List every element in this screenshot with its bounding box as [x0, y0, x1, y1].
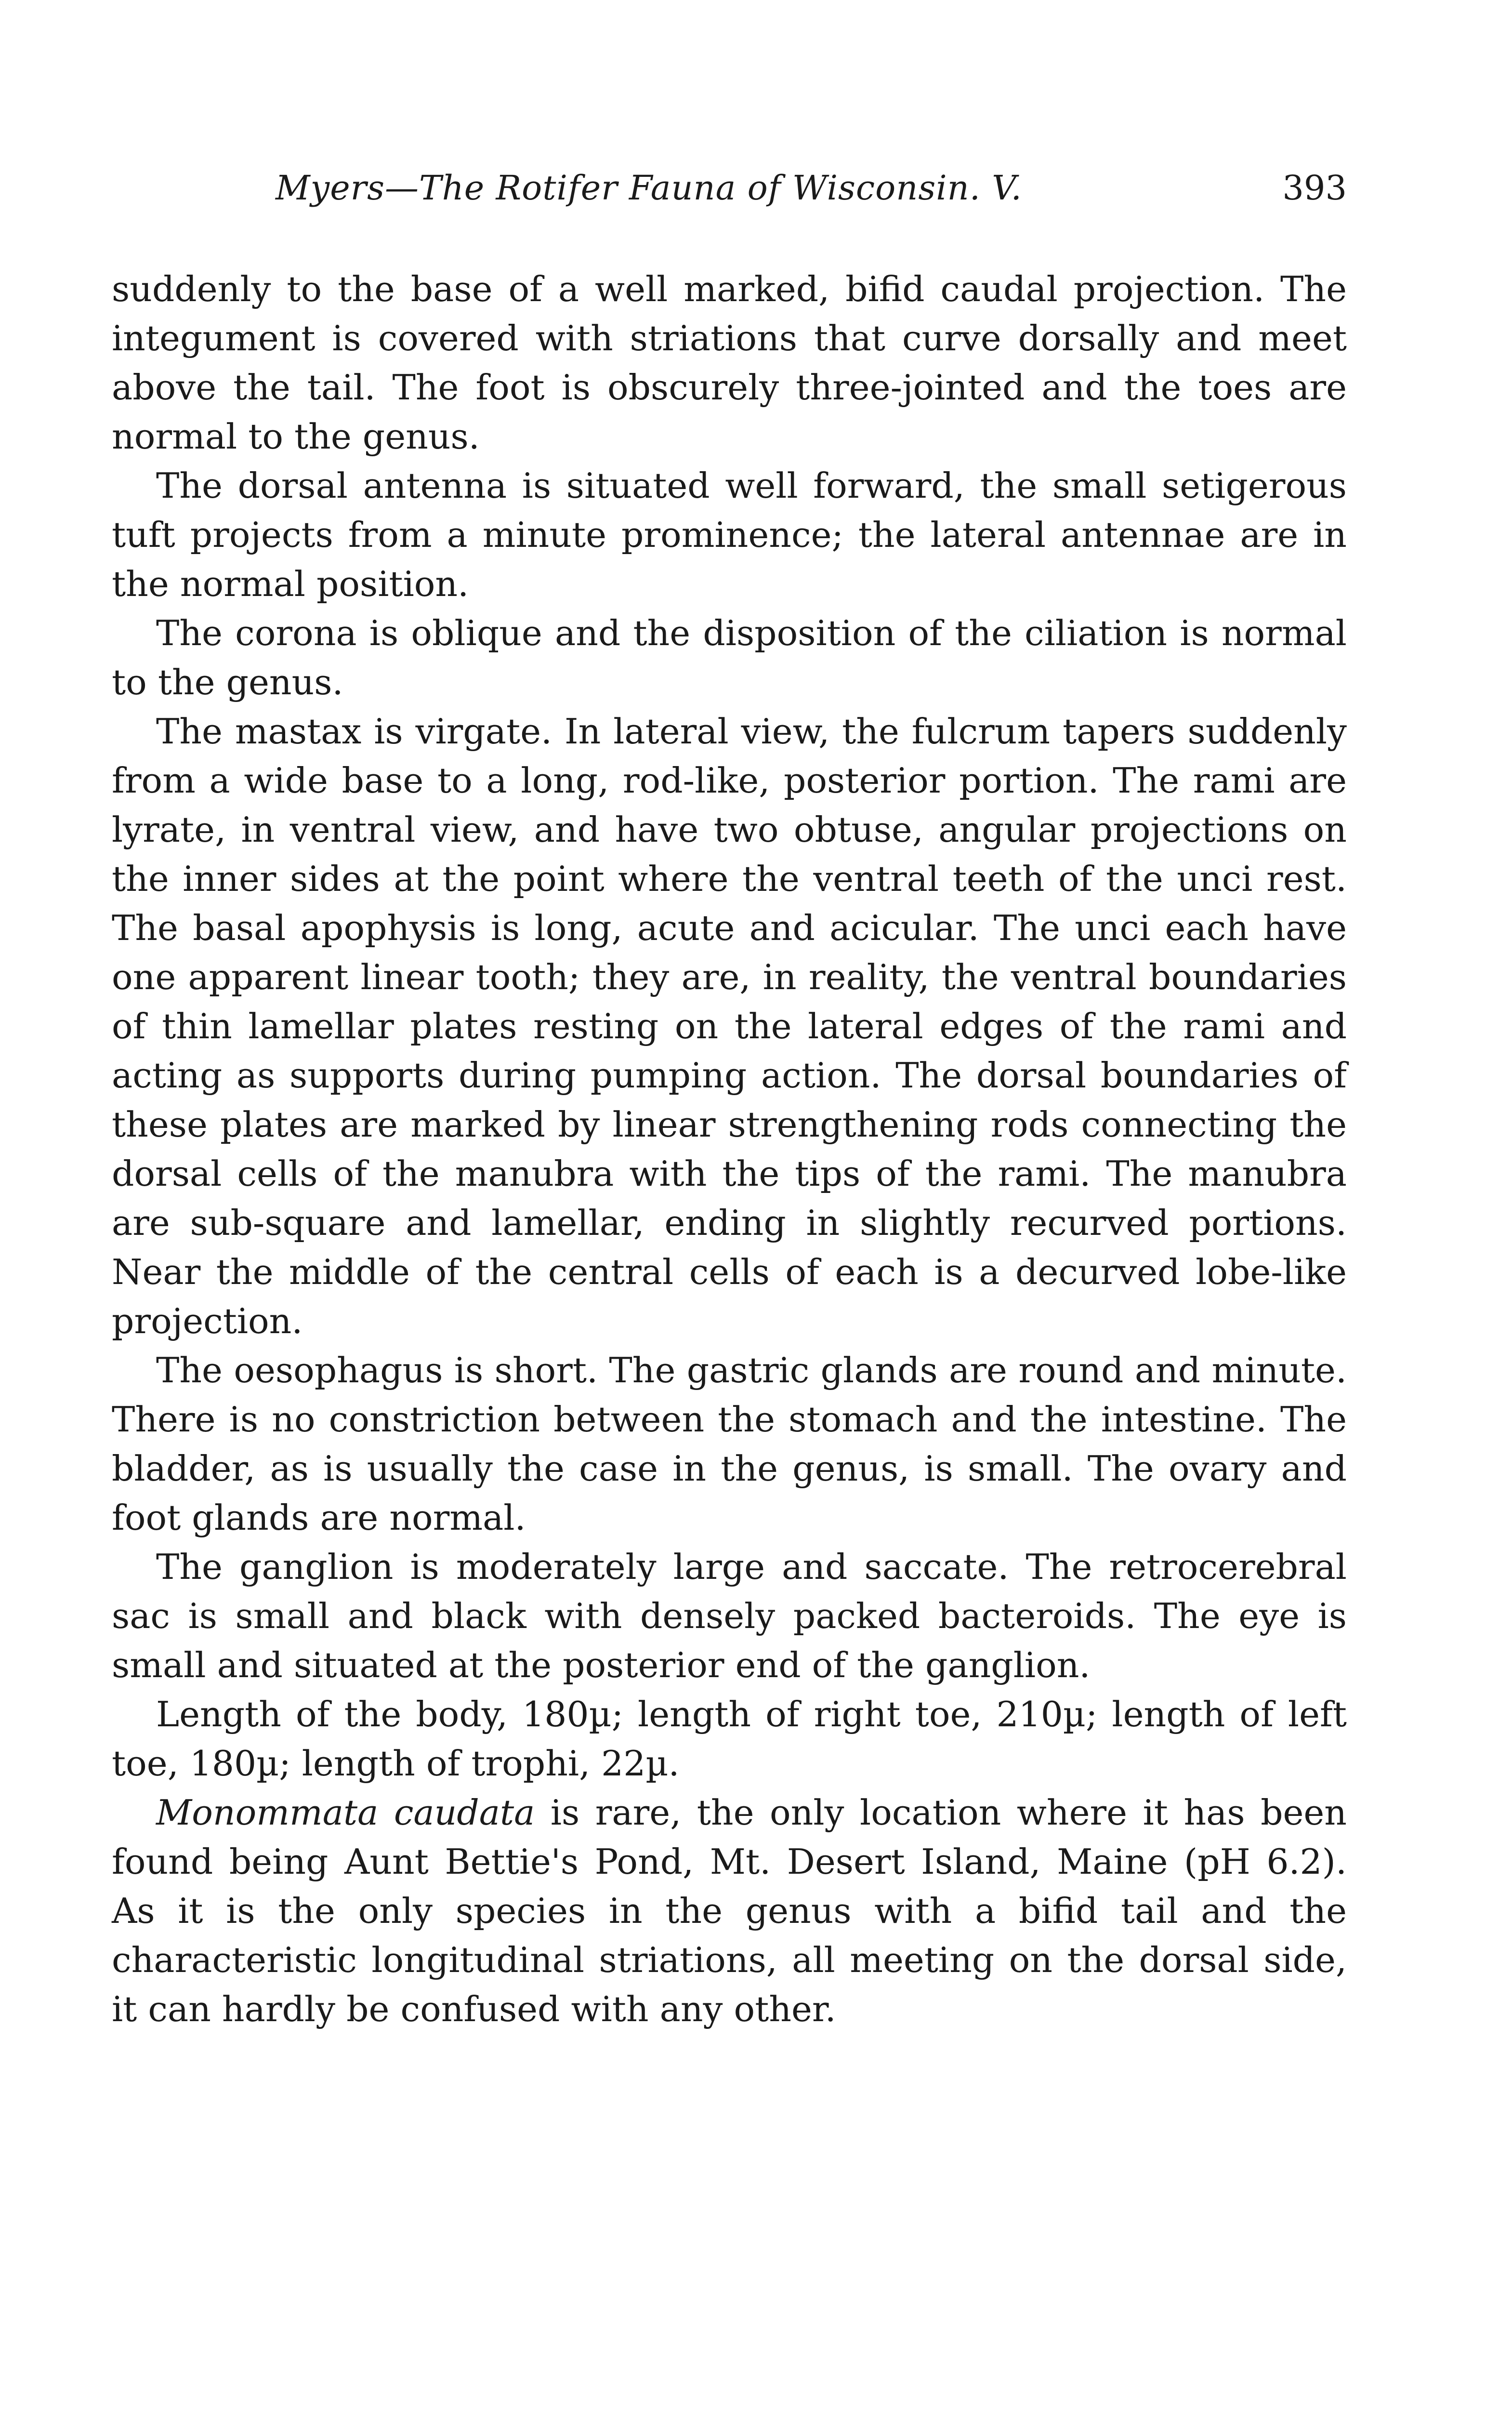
running-title: Myers—The Rotifer Fauna of Wisconsin. V.	[276, 168, 1022, 208]
running-head	[112, 164, 1347, 212]
paragraph-mastax: The mastax is virgate. In lateral view, the fulcrum tapers suddenly from a wide base to a long, rod-like, posterior portion. The rami are lyrate, in ventral view, and have two obtuse, angular projections on the inner sides at the point where the ventral teeth of the unci rest. The basal apophysis is long, acute and acicular. The unci each have one apparent linear tooth; they are, in reality, the ventral boundaries of thin lamellar plates resting on the lateral edges of the rami and acting as supports during pumping action. The dorsal boundaries of these plates are marked by linear strengthening rods connecting the dorsal cells of the manubra with the tips of the rami. The manubra are sub-square and lamellar, ending in slightly recurved portions. Near the middle of the central cells of each is a decurved lobe-like projection.	[112, 712, 1347, 1342]
paragraph-ganglion: The ganglion is moderately large and saccate. The retrocerebral sac is small and black with densely packed bacteroids. The eye is small and situated at the posterior end of the ganglion.	[112, 1547, 1347, 1686]
paragraph-distribution	[112, 1788, 1347, 2034]
page	[112, 164, 1347, 2034]
paragraph-antennae: The dorsal antenna is situated well forward, the small setigerous tuft projects from a minute prominence; the lateral antennae are in the normal position.	[112, 466, 1347, 605]
body-text	[112, 265, 1347, 2034]
species-name: Monommata caudata	[156, 1793, 535, 1833]
paragraph-corona: The corona is oblique and the disposition of the ciliation is normal to the genus.	[112, 613, 1347, 703]
paragraph-measurements: Length of the body, 180µ; length of right toe, 210µ; length of left toe, 180µ; length of trophi, 22µ.	[112, 1694, 1347, 1784]
page-number: 393	[1282, 168, 1347, 208]
paragraph-digestive: The oesophagus is short. The gastric glands are round and minute. There is no constriction between the stomach and the intestine. The bladder, as is usually the case in the genus, is small. The ovary and foot glands are normal.	[112, 1350, 1347, 1538]
paragraph-caudal-projection: suddenly to the base of a well marked, bifid caudal projection. The integument is covered with striations that curve dorsally and meet above the tail. The foot is obscurely three-jointed and the toes are normal to the genus.	[112, 269, 1347, 457]
distribution-text: is rare, the only location where it has been found being Aunt Bettie's Pond, Mt. Desert Island, Maine (pH 6.2). As it is the only species in the genus with a bifid tail and the characteristic longitudinal striations, all meeting on the dorsal side, it can hardly be confused with any other.	[112, 1793, 1347, 2030]
